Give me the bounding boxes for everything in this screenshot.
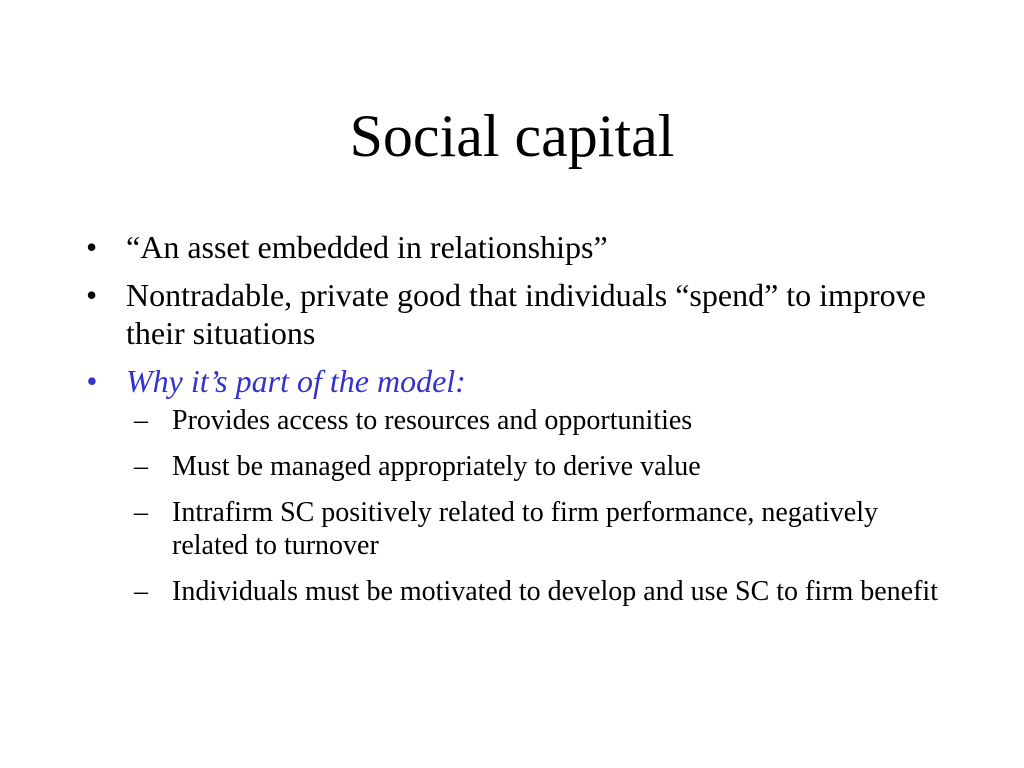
bullet-list	[80, 228, 960, 621]
dash-icon: –	[134, 497, 148, 528]
sub-bullet-text: Provides access to resources and opportunities	[172, 405, 693, 436]
bullet-icon: •	[86, 363, 98, 399]
sub-bullet-list	[126, 404, 960, 608]
sub-bullet-text: Must be managed appropriately to derive value	[172, 451, 701, 482]
dash-icon: –	[134, 451, 148, 482]
bullet-text: Nontradable, private good that individuals “spend” to improve their situations	[126, 277, 926, 351]
dash-icon: –	[134, 405, 148, 436]
sub-bullet-item	[126, 575, 960, 608]
bullet-text: Why it’s part of the model:	[126, 363, 466, 399]
bullet-item	[80, 228, 960, 266]
bullet-text: “An asset embedded in relationships”	[126, 229, 608, 265]
sub-bullet-item	[126, 450, 960, 483]
sub-bullet-text: Intrafirm SC positively related to firm performance, negatively related to turnover	[172, 497, 878, 561]
sub-bullet-text: Individuals must be motivated to develop and use SC to firm benefit	[172, 576, 938, 607]
bullet-item	[80, 276, 960, 352]
slide-title: Social capital	[349, 103, 675, 169]
sub-bullet-item	[126, 404, 960, 437]
bullet-item-accent	[80, 362, 960, 608]
dash-icon: –	[134, 576, 148, 607]
sub-bullet-item	[126, 496, 960, 562]
bullet-icon: •	[86, 229, 98, 265]
bullet-icon: •	[86, 277, 98, 313]
